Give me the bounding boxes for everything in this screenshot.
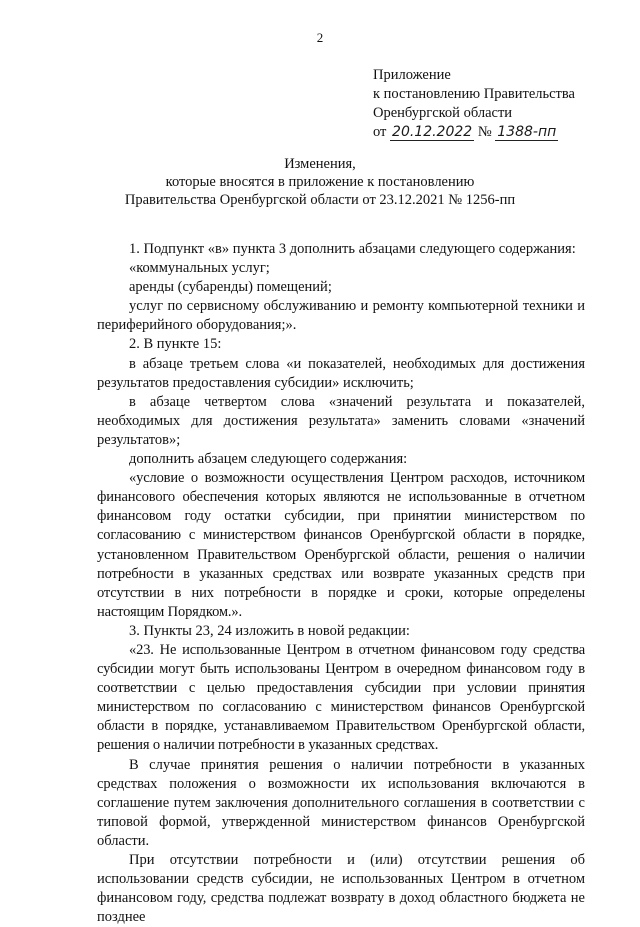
number-label: №: [477, 124, 492, 140]
attachment-block: [373, 66, 575, 142]
paragraph: аренды (субаренды) помещений;: [129, 279, 332, 296]
paragraph: В случае принятия решения о наличии потребности в указанных средствах положения о возможности их использования включаются в соглашение путем заключения дополнительного соглашения в соответствии с типовой формой, утвержденной министерством финансов Оренбургской области.: [97, 756, 585, 849]
paragraph: в абзаце четвертом слова «значений результата и показателей, необходимых для достижения результата» заменить словами «значений результатов»;: [97, 393, 585, 448]
paragraph: При отсутствии потребности и (или) отсутствии решения об использовании средств субсидии, не использованных Центром в отчетном финансовом году, средства подлежат возврату в доход областного бюджета не позднее: [97, 852, 585, 926]
paragraph: дополнить абзацем следующего содержания:: [129, 451, 408, 468]
paragraph: 2. В пункте 15:: [129, 336, 222, 353]
paragraph: «23. Не использованные Центром в отчетном финансовом году средства субсидии могут быть использованы Центром в очередном финансовом году в соответствии с целью предоставления субсидии при условии принятия министерством по согласованию с министерством финансов Оренбургской области в порядке, устанавливаемом Правительством Оренбургской области, решения о наличии потребности в указанных средствах.: [97, 641, 585, 754]
attachment-line-3: Оренбургской области: [373, 105, 513, 121]
paragraph: 1. Подпункт «в» пункта 3 дополнить абзацами следующего содержания:: [129, 241, 576, 257]
attachment-line-1: Приложение: [373, 67, 451, 83]
title-line-3: Правительства Оренбургской области от 23.12.2021 № 1256-пп: [124, 192, 516, 208]
attachment-date-row: [373, 123, 575, 142]
handwritten-number: 1388-пп: [497, 124, 557, 140]
title-line-1: Изменения,: [284, 156, 356, 172]
paragraph: «коммунальных услуг;: [129, 260, 270, 277]
page-number: 2: [316, 30, 324, 45]
title-line-2: которые вносятся в приложение к постановлению: [165, 174, 475, 190]
document-title: [0, 155, 640, 209]
attachment-line-2: к постановлению Правительства: [373, 86, 575, 102]
paragraph: 3. Пункты 23, 24 изложить в новой редакции:: [129, 622, 410, 639]
handwritten-date: 20.12.2022: [392, 124, 473, 140]
paragraph: услуг по сервисному обслуживанию и ремонту компьютерной техники и периферийного оборудования;».: [97, 298, 585, 334]
document-body: [97, 240, 585, 927]
paragraph: в абзаце третьем слова «и показателей, необходимых для достижения результатов предоставления субсидии» исключить;: [97, 355, 585, 391]
paragraph: «условие о возможности осуществления Центром расходов, источником финансового обеспечения которых являются не использованные в отчетном финансовом году остатки субсидии, при принятии министерством по согласованию с министерством финансов Оренбургской области в порядке, установленном Правительством Оренбургской области, решения о наличии потребности в указанных средствах или возврате указанных средств при отсутствии в них потребности в порядке и сроки, которые определены настоящим Порядком.».: [97, 470, 585, 620]
from-label: от: [373, 124, 387, 140]
